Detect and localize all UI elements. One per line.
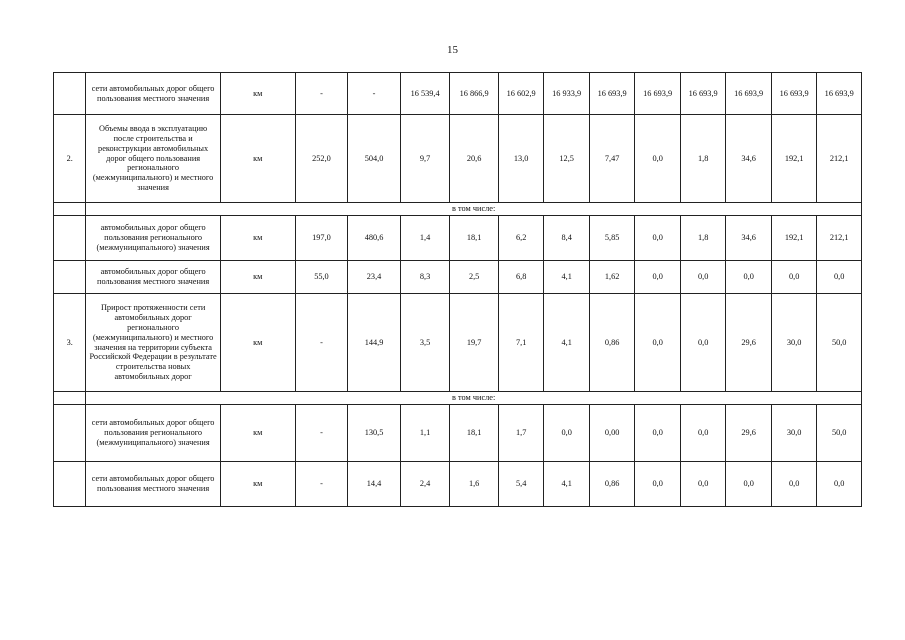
table-row: [54, 462, 862, 507]
value-cell: 0,0: [771, 261, 817, 294]
table-row: [54, 115, 862, 203]
row-number: [54, 405, 86, 462]
value-cell: 29,6: [726, 405, 772, 462]
row-number: [54, 73, 86, 115]
table-row: [54, 261, 862, 294]
value-cell: 130,5: [348, 405, 401, 462]
value-cell: 9,7: [400, 115, 450, 203]
value-cell: 18,1: [450, 216, 499, 261]
value-cell: 0,0: [680, 261, 726, 294]
value-cell: 50,0: [817, 294, 862, 392]
value-cell: 1,8: [680, 115, 726, 203]
value-cell: 13,0: [498, 115, 544, 203]
value-cell: 16 693,9: [817, 73, 862, 115]
value-cell: 34,6: [726, 115, 772, 203]
value-cell: 16 539,4: [400, 73, 450, 115]
value-cell: 192,1: [771, 115, 817, 203]
value-cell: 50,0: [817, 405, 862, 462]
value-cell: 3,5: [400, 294, 450, 392]
value-cell: 34,6: [726, 216, 772, 261]
unit-cell: км: [220, 216, 295, 261]
value-cell: 1,8: [680, 216, 726, 261]
value-cell: 7,1: [498, 294, 544, 392]
row-label: сети автомобильных дорог общего пользования местного значения: [86, 462, 220, 507]
row-subheading: в том числе:: [86, 203, 862, 216]
value-cell: 192,1: [771, 216, 817, 261]
value-cell: 0,0: [817, 462, 862, 507]
value-cell: 16 602,9: [498, 73, 544, 115]
value-cell: 0,0: [726, 261, 772, 294]
value-cell: -: [295, 73, 348, 115]
value-cell: 0,0: [817, 261, 862, 294]
row-subheading: в том числе:: [86, 392, 862, 405]
value-cell: 0,0: [635, 294, 681, 392]
value-cell: 1,62: [589, 261, 635, 294]
unit-cell: км: [220, 115, 295, 203]
table-row: [54, 392, 862, 405]
row-label: сети автомобильных дорог общего пользования регионального (межмуниципального) значения: [86, 405, 220, 462]
table-row: [54, 203, 862, 216]
row-label: Объемы ввода в эксплуатацию после строительства и реконструкции автомобильных дорог общего пользования регионального (межмуниципального) и местного значения: [86, 115, 220, 203]
value-cell: 0,0: [635, 405, 681, 462]
row-number: [54, 261, 86, 294]
value-cell: 2,5: [450, 261, 499, 294]
value-cell: 212,1: [817, 115, 862, 203]
page-number: 15: [447, 44, 458, 56]
value-cell: 6,2: [498, 216, 544, 261]
indicators-table: [53, 72, 862, 507]
value-cell: 212,1: [817, 216, 862, 261]
value-cell: 18,1: [450, 405, 499, 462]
value-cell: 0,0: [726, 462, 772, 507]
value-cell: 6,8: [498, 261, 544, 294]
unit-cell: км: [220, 462, 295, 507]
value-cell: 0,0: [680, 294, 726, 392]
unit-cell: км: [220, 73, 295, 115]
value-cell: 20,6: [450, 115, 499, 203]
value-cell: 30,0: [771, 405, 817, 462]
row-number: [54, 392, 86, 405]
row-label: сети автомобильных дорог общего пользования местного значения: [86, 73, 220, 115]
value-cell: 0,0: [680, 462, 726, 507]
value-cell: -: [348, 73, 401, 115]
value-cell: 7,47: [589, 115, 635, 203]
value-cell: 4,1: [544, 261, 590, 294]
value-cell: 14,4: [348, 462, 401, 507]
row-number: [54, 462, 86, 507]
value-cell: 0,86: [589, 294, 635, 392]
value-cell: 0,0: [635, 216, 681, 261]
value-cell: 0,0: [544, 405, 590, 462]
value-cell: 16 693,9: [589, 73, 635, 115]
row-label: Прирост протяженности сети автомобильных дорог регионального (межмуниципального) и местного значения на территории субъекта Российской Федерации в результате строительства новых автомобильных дорог: [86, 294, 220, 392]
value-cell: 55,0: [295, 261, 348, 294]
value-cell: 5,4: [498, 462, 544, 507]
value-cell: 0,0: [680, 405, 726, 462]
value-cell: -: [295, 462, 348, 507]
value-cell: 0,86: [589, 462, 635, 507]
value-cell: 144,9: [348, 294, 401, 392]
value-cell: 480,6: [348, 216, 401, 261]
unit-cell: км: [220, 261, 295, 294]
table-row: [54, 405, 862, 462]
value-cell: 16 693,9: [726, 73, 772, 115]
table-row: [54, 294, 862, 392]
unit-cell: км: [220, 405, 295, 462]
value-cell: 4,1: [544, 294, 590, 392]
value-cell: 504,0: [348, 115, 401, 203]
table-row: [54, 73, 862, 115]
value-cell: 0,0: [635, 261, 681, 294]
value-cell: 1,6: [450, 462, 499, 507]
value-cell: 2,4: [400, 462, 450, 507]
table-row: [54, 216, 862, 261]
row-number: 2.: [54, 115, 86, 203]
value-cell: 16 693,9: [635, 73, 681, 115]
value-cell: 16 933,9: [544, 73, 590, 115]
value-cell: 0,0: [771, 462, 817, 507]
value-cell: 1,4: [400, 216, 450, 261]
value-cell: 1,1: [400, 405, 450, 462]
value-cell: 16 693,9: [680, 73, 726, 115]
value-cell: 0,0: [635, 462, 681, 507]
value-cell: 12,5: [544, 115, 590, 203]
unit-cell: км: [220, 294, 295, 392]
value-cell: 23,4: [348, 261, 401, 294]
value-cell: 0,0: [635, 115, 681, 203]
value-cell: 1,7: [498, 405, 544, 462]
row-label: автомобильных дорог общего пользования местного значения: [86, 261, 220, 294]
value-cell: 8,4: [544, 216, 590, 261]
value-cell: 5,85: [589, 216, 635, 261]
value-cell: 29,6: [726, 294, 772, 392]
value-cell: 4,1: [544, 462, 590, 507]
row-number: 3.: [54, 294, 86, 392]
value-cell: 19,7: [450, 294, 499, 392]
value-cell: 252,0: [295, 115, 348, 203]
value-cell: 8,3: [400, 261, 450, 294]
value-cell: -: [295, 405, 348, 462]
value-cell: 16 693,9: [771, 73, 817, 115]
value-cell: 16 866,9: [450, 73, 499, 115]
row-label: автомобильных дорог общего пользования регионального (межмуниципального) значения: [86, 216, 220, 261]
row-number: [54, 216, 86, 261]
value-cell: 0,00: [589, 405, 635, 462]
value-cell: 30,0: [771, 294, 817, 392]
row-number: [54, 203, 86, 216]
value-cell: -: [295, 294, 348, 392]
value-cell: 197,0: [295, 216, 348, 261]
